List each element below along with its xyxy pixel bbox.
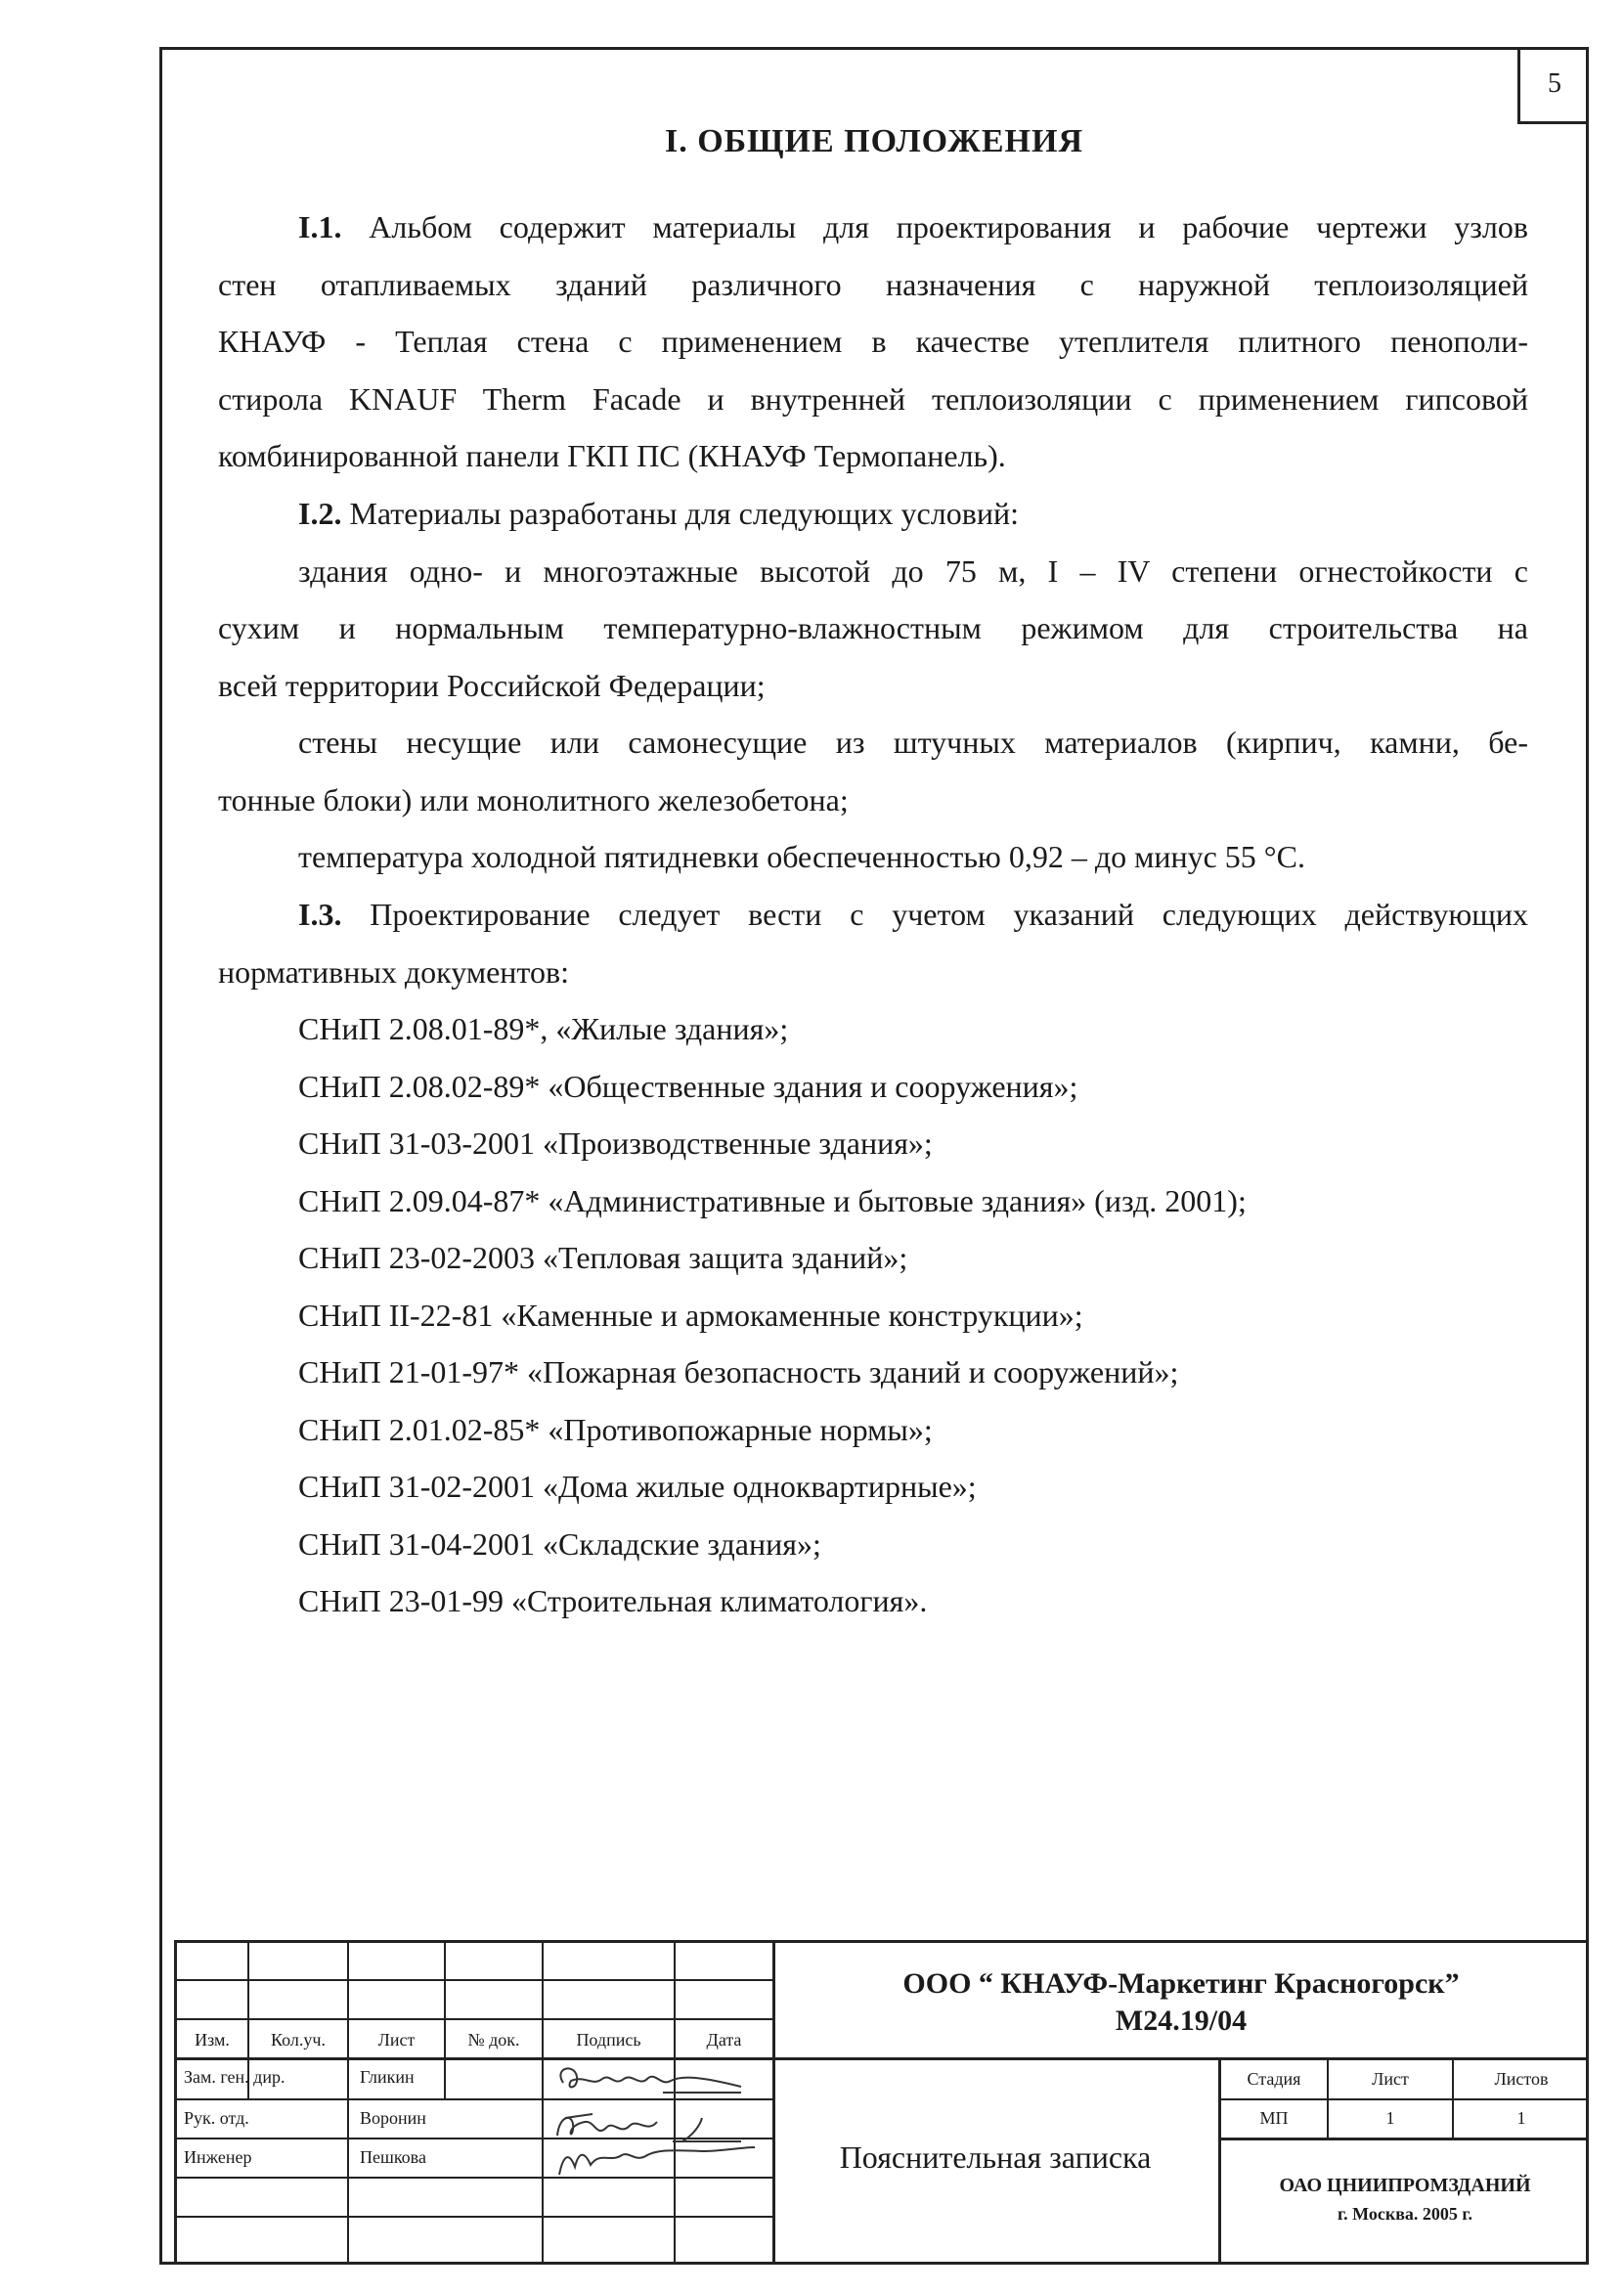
text-line: I.1. Альбом содержит материалы для проектирования и рабочие чертежи узлов bbox=[298, 209, 1529, 244]
list-item: СНиП 2.08.02-89* «Общественные здания и сооружения»; bbox=[298, 1068, 1078, 1104]
paragraph-1-2 bbox=[218, 485, 1528, 886]
organization-name: ООО “ КНАУФ-Маркетинг Красногорск” bbox=[902, 1967, 1460, 2000]
section-title: I. ОБЩИЕ ПОЛОЖЕНИЯ bbox=[665, 123, 1083, 159]
text-line: нормативных документов: bbox=[218, 953, 569, 990]
header-doc-no: № док. bbox=[467, 2030, 520, 2050]
text-line: всей территории Российской Федерации; bbox=[218, 667, 766, 703]
paragraph-1-3 bbox=[218, 886, 1528, 1000]
company-name: ОАО ЦНИИПРОМЗДАНИЙ bbox=[1279, 2175, 1531, 2196]
paragraph-number: I.2. bbox=[298, 496, 342, 531]
text-line: комбинированной панели ГКП ПС (КНАУФ Термопанель). bbox=[218, 438, 1006, 473]
role-engineer: Инженер bbox=[184, 2147, 252, 2167]
header-list: Лист bbox=[377, 2030, 416, 2050]
sheets-label: Листов bbox=[1494, 2069, 1549, 2089]
document-title: Пояснительная записка bbox=[839, 2139, 1152, 2175]
text-line: КНАУФ - Теплая стена с применением в качестве утеплителя плитного пенополи- bbox=[218, 324, 1528, 359]
header-izm: Изм. bbox=[195, 2030, 230, 2050]
sheets-value: 1 bbox=[1516, 2108, 1526, 2128]
text-line: стирола KNAUF Therm Facade и внутренней теплоизоляции с применением гипсовой bbox=[218, 380, 1528, 417]
sheet-value: 1 bbox=[1385, 2108, 1395, 2128]
list-item: СНиП 2.08.01-89*, «Жилые здания»; bbox=[298, 1011, 789, 1046]
header-kol-uch: Кол.уч. bbox=[271, 2030, 326, 2050]
norms-list bbox=[218, 1000, 1528, 1630]
list-item: СНиП II-22-81 «Каменные и армокаменные конструкции»; bbox=[298, 1297, 1083, 1333]
paragraph-1-1 bbox=[218, 198, 1528, 485]
role-deputy-director: Зам. ген. дир. bbox=[184, 2067, 285, 2087]
list-item: СНиП 31-03-2001 «Производственные здания»; bbox=[298, 1125, 933, 1161]
text-line: стены несущие или самонесущие из штучных материалов (кирпич, камни, бе- bbox=[298, 725, 1528, 760]
list-item: СНиП 21-01-97* «Пожарная безопасность зданий и сооружений»; bbox=[298, 1354, 1179, 1389]
header-signature: Подпись bbox=[576, 2030, 641, 2050]
text-line: I.3. Проектирование следует вести с учетом указаний следующих действующих bbox=[298, 897, 1529, 932]
header-date: Дата bbox=[706, 2030, 742, 2050]
name-peshkova: Пешкова bbox=[360, 2147, 426, 2167]
text-line: I.2. Материалы разработаны для следующих условий: bbox=[298, 496, 1019, 531]
list-item: СНиП 31-04-2001 «Складские здания»; bbox=[298, 1525, 821, 1562]
text-line: тонные блоки) или монолитного железобетона; bbox=[218, 781, 849, 817]
page-number: 5 bbox=[1517, 47, 1589, 124]
list-item: СНиП 31-02-2001 «Дома жилые одноквартирные»; bbox=[298, 1469, 977, 1504]
list-item: СНиП 23-02-2003 «Тепловая защита зданий»; bbox=[298, 1240, 908, 1275]
signatures-image bbox=[546, 2057, 770, 2177]
text-line: стен отапливаемых зданий различного назначения с наружной теплоизоляцией bbox=[218, 266, 1528, 302]
text-line: температура холодной пятидневки обеспеченностью 0,92 – до минус 55 °С. bbox=[298, 839, 1305, 874]
name-voronin: Воронин bbox=[360, 2108, 426, 2128]
list-item: СНиП 2.01.02-85* «Противопожарные нормы»; bbox=[298, 1411, 933, 1447]
stage-value: МП bbox=[1259, 2108, 1289, 2128]
paragraph-number: I.1. bbox=[298, 209, 342, 244]
title-block bbox=[174, 1940, 1589, 2265]
document-code: М24.19/04 bbox=[1115, 2005, 1248, 2037]
city-year: г. Москва. 2005 г. bbox=[1337, 2204, 1473, 2224]
list-item: СНиП 23-01-99 «Строительная климатология». bbox=[298, 1583, 928, 1618]
stage-label: Стадия bbox=[1247, 2069, 1301, 2089]
list-item: СНиП 2.09.04-87* «Административные и бытовые здания» (изд. 2001); bbox=[298, 1182, 1247, 1218]
text-line: сухим и нормальным температурно-влажностным режимом для строительства на bbox=[218, 610, 1528, 645]
paragraph-number: I.3. bbox=[298, 897, 342, 932]
sheet-label: Лист bbox=[1372, 2069, 1409, 2089]
name-glikin: Гликин bbox=[360, 2067, 415, 2087]
text-line: здания одно- и многоэтажные высотой до 75 м, I – IV степени огнестойкости с bbox=[298, 552, 1528, 589]
role-head-of-department: Рук. отд. bbox=[184, 2108, 249, 2128]
